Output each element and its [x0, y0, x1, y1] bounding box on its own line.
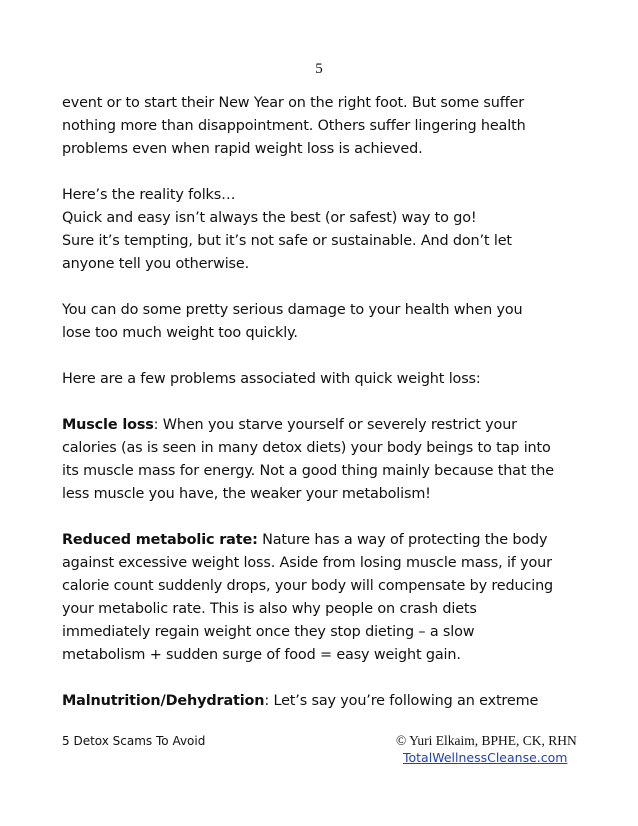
text-line: less muscle you have, the weaker your metabolism! [62, 486, 431, 502]
text-line: Sure it’s tempting, but it’s not safe or sustainable. And don’t let [62, 233, 512, 249]
footer-copyright: © Yuri Elkaim, BPHE, CK, RHN [396, 733, 577, 748]
text-line: nothing more than disappointment. Others suffer lingering health [62, 118, 526, 134]
text-line: You can do some pretty serious damage to your health when you [62, 302, 523, 318]
text-line: immediately regain weight once they stop dieting – a slow [62, 624, 475, 640]
term-heading: Muscle loss [62, 417, 154, 433]
text-line: event or to start their New Year on the right foot. But some suffer [62, 95, 525, 111]
paragraph [62, 299, 562, 345]
text-line: calories (as is seen in many detox diets) your body beings to tap into [62, 440, 551, 456]
paragraph-muscle-loss [62, 414, 562, 506]
text-line: against excessive weight loss. Aside from losing muscle mass, if your [62, 555, 552, 571]
text-line [62, 529, 562, 552]
text-line: Here are a few problems associated with quick weight loss: [62, 371, 481, 387]
term-heading: Malnutrition/Dehydration [62, 693, 265, 709]
text-line [62, 690, 562, 713]
text-line: Quick and easy isn’t always the best (or safest) way to go! [62, 210, 477, 226]
footer-title: 5 Detox Scams To Avoid [62, 734, 206, 748]
paragraph-malnutrition [62, 690, 562, 713]
text-segment: : Let’s say you’re following an extreme [264, 693, 539, 709]
text-line: its muscle mass for energy. Not a good thing mainly because that the [62, 463, 554, 479]
text-line: your metabolic rate. This is also why people on crash diets [62, 601, 477, 617]
text-line: metabolism + sudden surge of food = easy weight gain. [62, 647, 461, 663]
footer-website-link[interactable]: TotalWellnessCleanse.com [403, 750, 568, 765]
text-line: problems even when rapid weight loss is achieved. [62, 141, 423, 157]
text-line: lose too much weight too quickly. [62, 325, 298, 341]
text-line: calorie count suddenly drops, your body will compensate by reducing [62, 578, 554, 594]
paragraph-reduced-metabolic-rate [62, 529, 562, 667]
paragraph [62, 92, 562, 161]
text-line [62, 414, 562, 437]
term-heading: Reduced metabolic rate: [62, 532, 258, 548]
text-segment: : When you starve yourself or severely restrict your [153, 417, 517, 433]
paragraph [62, 184, 562, 276]
text-line: Here’s the reality folks… [62, 187, 236, 203]
text-segment: Nature has a way of protecting the body [257, 532, 548, 548]
page-number: 5 [315, 61, 323, 77]
body-text [62, 92, 562, 736]
paragraph [62, 368, 562, 391]
text-line: anyone tell you otherwise. [62, 256, 250, 272]
